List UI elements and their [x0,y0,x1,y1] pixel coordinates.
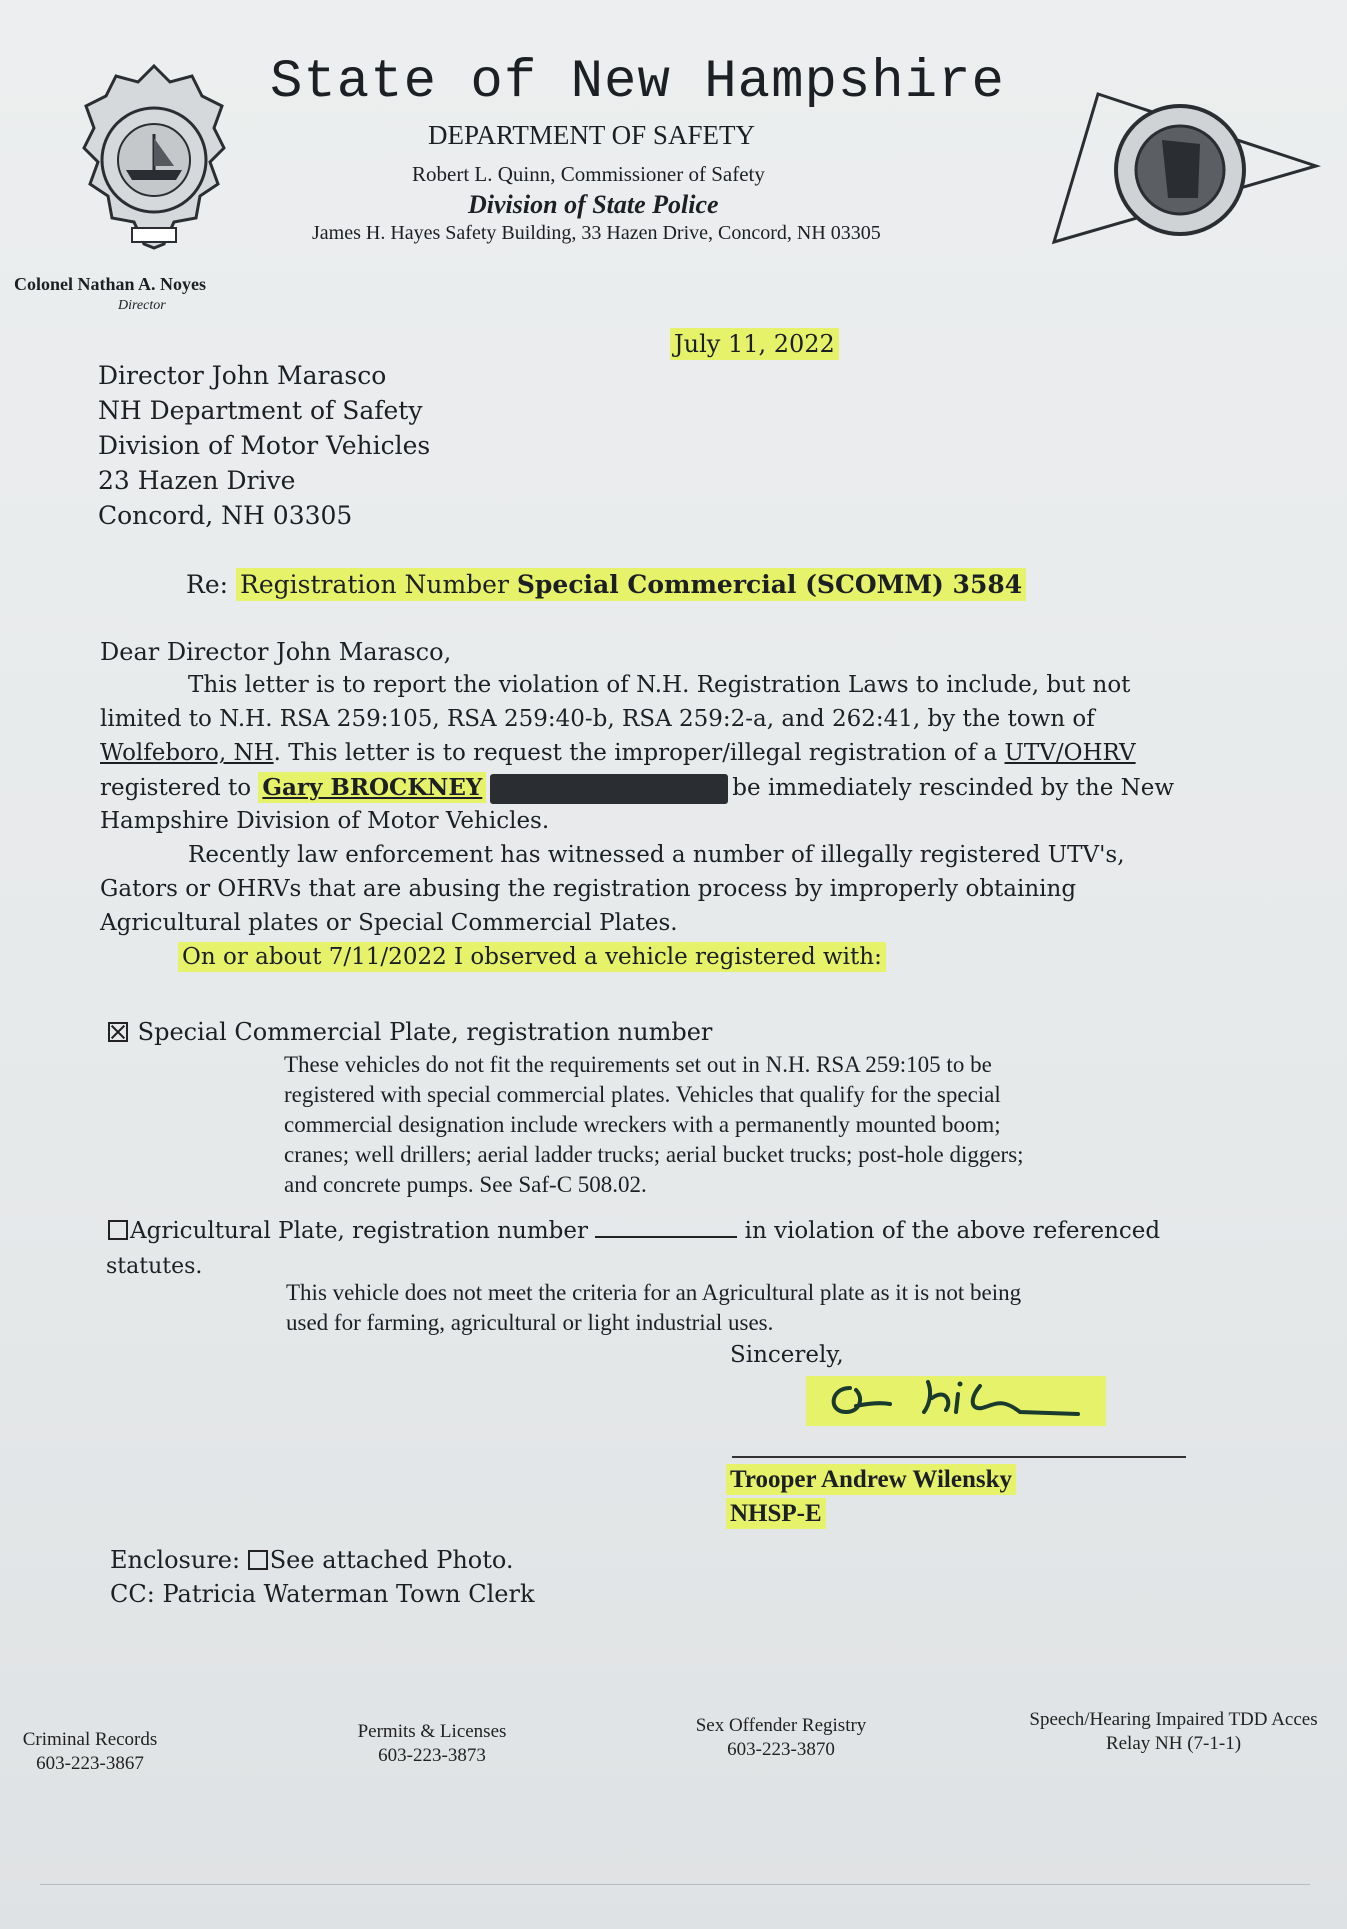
body-p2-line3: Agricultural plates or Special Commercial Plates. [100,910,678,936]
enclosure-line [110,1546,514,1574]
letterhead-address: James H. Hayes Safety Building, 33 Hazen Drive, Concord, NH 03305 [312,222,881,244]
footer-tdd-label: Speech/Hearing Impaired TDD Acces [1029,1709,1318,1730]
body-p1-line4 [100,774,1174,804]
body-p1-line4-post: be immediately rescinded by the New [732,775,1175,801]
ag-desc-line2: used for farming, agricultural or light industrial uses. [286,1310,774,1335]
checked-box-icon [108,1022,128,1042]
footer-criminal-phone: 603-223-3867 [36,1753,144,1774]
enclosure-checkbox-icon [248,1550,268,1570]
body-p1-line3-mid: . This letter is to request the improper/illegal registration of a [273,740,1005,766]
ag-desc-line1: This vehicle does not meet the criteria for an Agricultural plate as it is not being [286,1280,1022,1305]
footer-permits-label: Permits & Licenses [357,1721,507,1742]
footer-sex-offender [666,1714,896,1762]
letterhead-department: DEPARTMENT OF SAFETY [428,120,755,150]
recipient-division: Division of Motor Vehicles [98,431,431,460]
body-p1-line1: This letter is to report the violation of N.H. Registration Laws to include, but not [188,672,1131,698]
agricultural-after: in violation of the above referenced [744,1218,1161,1244]
special-desc-line2: registered with special commercial plates. Vehicles that qualify for the special [284,1082,1001,1107]
salutation: Dear Director John Marasco, [100,638,452,666]
footer-criminal-records [0,1728,180,1776]
signer-unit: NHSP-E [726,1498,826,1529]
re-label: Re: [186,570,229,599]
body-p2-line2: Gators or OHRVs that are abusing the registration process by improperly obtaining [100,876,1077,902]
footer-tdd-relay: Relay NH (7-1-1) [1105,1733,1242,1754]
special-commercial-description [284,1050,1024,1200]
bottom-fold-line [40,1884,1310,1885]
special-commercial-option [108,1018,712,1046]
footer-criminal-label: Criminal Records [22,1729,158,1750]
agricultural-description [286,1278,1021,1338]
special-desc-line4: cranes; well drillers; aerial ladder trucks; aerial bucket trucks; post-hole diggers; [284,1142,1024,1167]
letterhead-commissioner: Robert L. Quinn, Commissioner of Safety [412,162,765,186]
special-desc-line5: and concrete pumps. See Saf-C 508.02. [284,1172,647,1197]
vehicle-type: UTV/OHRV [1004,740,1136,766]
body-p1-line2: limited to N.H. RSA 259:105, RSA 259:40-b, RSA 259:2-a, and 262:41, by the town of [100,706,1095,732]
letter-date: July 11, 2022 [670,328,839,360]
recipient-org: NH Department of Safety [98,396,423,425]
footer-tdd [1000,1708,1347,1756]
special-commercial-label: Special Commercial Plate, registration number [137,1018,713,1046]
enclosure-item: See attached Photo. [269,1546,514,1574]
cc-line: CC: Patricia Waterman Town Clerk [110,1580,535,1608]
body-p1-line5: Hampshire Division of Motor Vehicles. [100,808,550,834]
recipient-street: 23 Hazen Drive [98,466,296,495]
redacted-block [490,774,728,804]
footer-permits [332,1720,532,1768]
registrant-name: Gary BROCKNEY [258,772,486,803]
letterhead-state: State of New Hampshire [270,52,1005,113]
signature-icon [820,1368,1110,1428]
signer-name: Trooper Andrew Wilensky [726,1464,1016,1495]
agricultural-statutes: statutes. [106,1254,203,1279]
empty-checkbox-icon [108,1220,128,1240]
body-p2-line1: Recently law enforcement has witnessed a number of illegally registered UTV's, [188,842,1125,868]
body-p1-line3 [100,740,1136,766]
observed-line: On or about 7/11/2022 I observed a vehicle registered with: [178,942,886,972]
footer-sex-phone: 603-223-3870 [727,1739,835,1760]
recipient-city: Concord, NH 03305 [98,501,353,530]
director-name: Colonel Nathan A. Noyes [14,274,207,294]
town-name: Wolfeboro, NH [100,740,274,766]
footer-sex-label: Sex Offender Registry [695,1715,867,1736]
letterhead-division: Division of State Police [468,190,719,219]
recipient-block [98,358,430,533]
state-police-badge-icon [80,62,228,262]
special-desc-line1: These vehicles do not fit the requirements set out in N.H. RSA 259:105 to be [284,1052,992,1077]
agricultural-option [108,1214,1160,1244]
state-police-shield-icon [1050,88,1330,248]
agricultural-label: Agricultural Plate, registration number [130,1218,588,1244]
re-line [186,570,1026,599]
enclosure-label: Enclosure: [110,1546,241,1574]
signature-line [732,1456,1186,1458]
footer-permits-phone: 603-223-3873 [378,1745,486,1766]
special-desc-line3: commercial designation include wreckers with a permanently mounted boom; [284,1112,1001,1137]
body-p1-line4-pre: registered to [100,775,259,801]
recipient-name: Director John Marasco [98,361,387,390]
re-text-b: Special Commercial (SCOMM) 3584 [516,570,1023,599]
closing-sincerely: Sincerely, [730,1342,844,1368]
registration-number-blank [595,1214,737,1238]
re-text-a: Registration Number [240,570,517,599]
director-title: Director [118,298,166,313]
